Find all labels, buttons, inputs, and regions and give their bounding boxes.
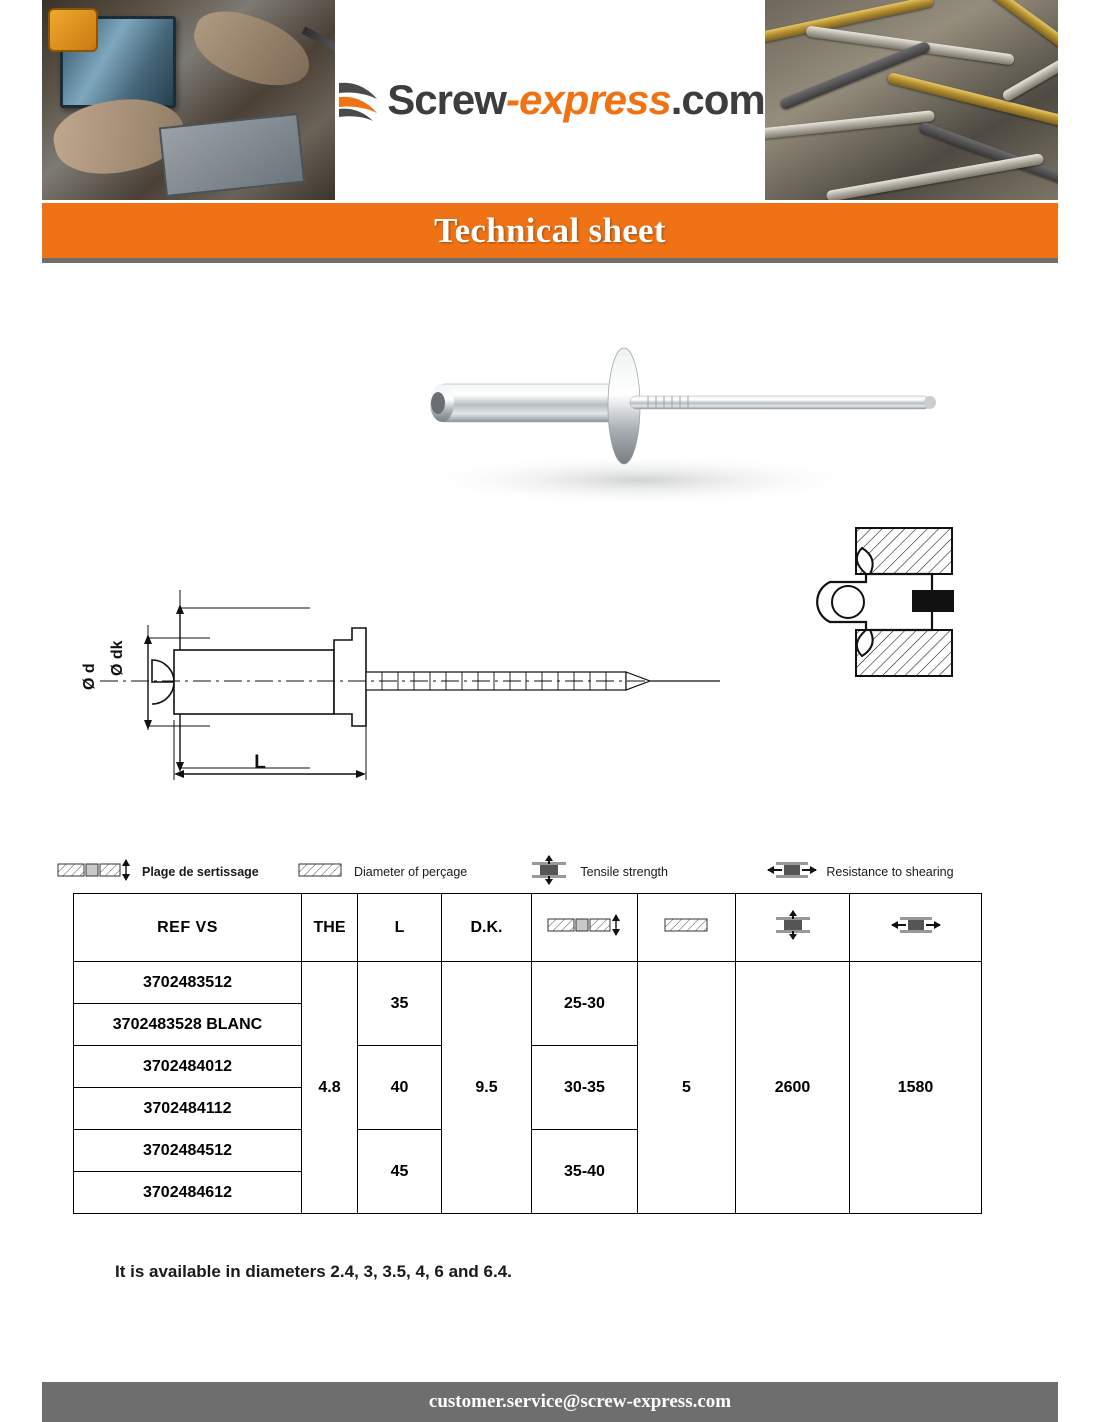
banner-underline — [42, 258, 1058, 263]
header-tensile-strength-icon — [736, 894, 850, 962]
header-ref: REF VS — [74, 894, 302, 962]
cell-crimp-range: 25-30 — [532, 962, 638, 1046]
logo-text-screw: Screw — [387, 76, 506, 123]
cell-the: 4.8 — [302, 962, 358, 1214]
specification-table — [73, 893, 981, 1214]
cell-crimp-range: 35-40 — [532, 1130, 638, 1214]
wave-mark-icon — [335, 75, 381, 125]
table-row — [74, 962, 982, 1004]
legend-row — [56, 855, 1016, 889]
legend-label-crimp-range: Plage de sertissage — [142, 865, 259, 879]
cell-crimp-range: 30-35 — [532, 1046, 638, 1130]
product-photo — [380, 330, 1000, 520]
cell-length: 45 — [358, 1130, 442, 1214]
header-the: THE — [302, 894, 358, 962]
brand-logo — [335, 0, 765, 200]
svg-text:Ø d: Ø d — [81, 663, 98, 690]
header-length: L — [358, 894, 442, 962]
dimension-label-l: L — [254, 752, 266, 773]
cell-dk: 9.5 — [442, 962, 532, 1214]
legend-item-drill-diameter — [296, 858, 526, 887]
header-photo-left — [42, 0, 335, 200]
header-dk: D.K. — [442, 894, 532, 962]
cell-drill-diameter: 5 — [638, 962, 736, 1214]
tensile-strength-icon — [526, 855, 572, 890]
header-crimp-range-icon — [532, 894, 638, 962]
cell-ref: 3702483512 — [74, 962, 302, 1004]
legend-item-shearing-resistance — [766, 856, 1016, 889]
rivet-dimension-drawing — [60, 530, 760, 820]
legend-item-tensile-strength — [526, 855, 766, 890]
legend-label-tensile-strength: Tensile strength — [580, 865, 668, 879]
table-header-row — [74, 894, 982, 962]
cell-ref: 3702484512 — [74, 1130, 302, 1172]
rivet-set-cross-section — [800, 520, 980, 690]
shearing-resistance-icon — [766, 856, 818, 889]
header-shearing-resistance-icon — [850, 894, 982, 962]
page-header — [42, 0, 1058, 200]
header-photo-right — [765, 0, 1058, 200]
cell-ref: 3702484112 — [74, 1088, 302, 1130]
hatched-bar-icon — [296, 858, 346, 887]
parts-tray-shape — [159, 113, 306, 197]
legend-label-shearing-resistance: Resistance to shearing — [826, 865, 954, 879]
header-drill-diameter-icon — [638, 894, 736, 962]
availability-note: It is available in diameters 2.4, 3, 3.5, 4, 6 and 6.4. — [115, 1262, 512, 1281]
legend-item-crimp-range — [56, 857, 296, 888]
page-title: Technical sheet — [434, 210, 666, 250]
legend-label-drill-diameter: Diameter of perçage — [354, 865, 468, 879]
cell-tensile-strength: 2600 — [736, 962, 850, 1214]
logo-text-express: -express — [505, 76, 671, 123]
logo-text-com: .com — [670, 76, 765, 123]
cell-shearing-resistance: 1580 — [850, 962, 982, 1214]
cell-length: 35 — [358, 962, 442, 1046]
page-footer — [42, 1382, 1058, 1422]
cell-ref: 3702484012 — [74, 1046, 302, 1088]
footer-email[interactable]: customer.service@screw-express.com — [428, 1391, 732, 1412]
cell-ref: 3702484612 — [74, 1172, 302, 1214]
svg-text:Ø dk: Ø dk — [109, 640, 126, 676]
hand-shape — [185, 1, 318, 97]
crimp-range-icon — [56, 857, 134, 888]
cell-length: 40 — [358, 1046, 442, 1130]
technical-sheet-banner — [42, 203, 1058, 258]
cell-ref: 3702483528 BLANC — [74, 1004, 302, 1046]
